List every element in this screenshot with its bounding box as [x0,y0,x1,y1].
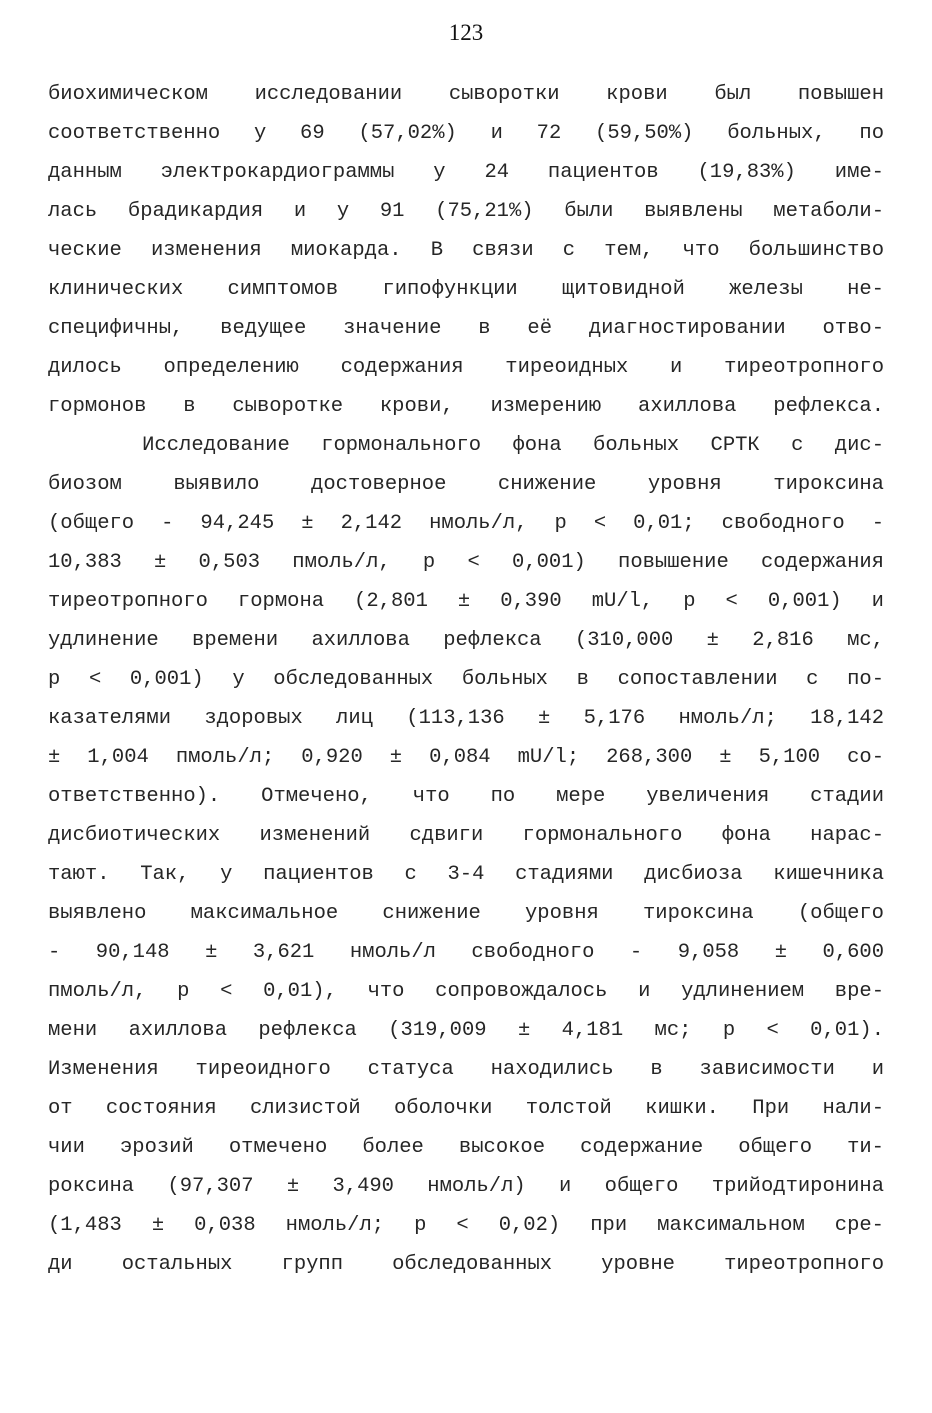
text-line: мени ахиллова рефлекса (319,009 ± 4,181 мс; р < 0,01). [48,1019,884,1042]
text-line: данным электрокардиограммы у 24 пациентов (19,83%) име- [48,161,884,184]
text-line: пмоль/л, р < 0,01), что сопровождалось и удлинением вре- [48,980,884,1003]
text-line: р < 0,001) у обследованных больных в сопоставлении с по- [48,668,884,691]
text-line: (общего - 94,245 ± 2,142 нмоль/л, р < 0,01; свободного - [48,512,884,535]
text-line: выявлено максимальное снижение уровня тироксина (общего [48,902,884,925]
text-line: ± 1,004 пмоль/л; 0,920 ± 0,084 mU/l; 268,300 ± 5,100 со- [48,746,884,769]
text-line: ди остальных групп обследованных уровне тиреотропного [48,1253,884,1276]
text-line: соответственно у 69 (57,02%) и 72 (59,50%) больных, по [48,122,884,145]
text-line: казателями здоровых лиц (113,136 ± 5,176 нмоль/л; 18,142 [48,707,884,730]
text-line: чии эрозий отмечено более высокое содержание общего ти- [48,1136,884,1159]
text-line: Исследование гормонального фона больных СРТК с дис- [48,434,884,457]
page-number: 123 [448,20,484,45]
text-line: Изменения тиреоидного статуса находились в зависимости и [48,1058,884,1081]
text-line: клинических симптомов гипофункции щитовидной железы не- [48,278,884,301]
text-line: (1,483 ± 0,038 нмоль/л; р < 0,02) при максимальном сре- [48,1214,884,1237]
text-line: биозом выявило достоверное снижение уровня тироксина [48,473,884,496]
text-line: специфичны, ведущее значение в её диагностировании отво- [48,317,884,340]
text-line: тают. Так, у пациентов с 3-4 стадиями дисбиоза кишечника [48,863,884,886]
text-line: удлинение времени ахиллова рефлекса (310,000 ± 2,816 мс, [48,629,884,652]
text-line: гормонов в сыворотке крови, измерению ахиллова рефлекса. [48,395,884,418]
text-line: биохимическом исследовании сыворотки крови был повышен [48,83,884,106]
text-line: от состояния слизистой оболочки толстой кишки. При нали- [48,1097,884,1120]
text-line: 10,383 ± 0,503 пмоль/л, р < 0,001) повышение содержания [48,551,884,574]
text-line: лась брадикардия и у 91 (75,21%) были выявлены метаболи- [48,200,884,223]
body-text [48,75,884,1284]
text-line: дисбиотических изменений сдвиги гормонального фона нарас- [48,824,884,847]
text-line: ответственно). Отмечено, что по мере увеличения стадии [48,785,884,808]
text-line: ческие изменения миокарда. В связи с тем, что большинство [48,239,884,262]
text-line: роксина (97,307 ± 3,490 нмоль/л) и общего трийодтиронина [48,1175,884,1198]
text-line: дилось определению содержания тиреоидных и тиреотропного [48,356,884,379]
text-line: - 90,148 ± 3,621 нмоль/л свободного - 9,058 ± 0,600 [48,941,884,964]
text-line: тиреотропного гормона (2,801 ± 0,390 mU/l, р < 0,001) и [48,590,884,613]
